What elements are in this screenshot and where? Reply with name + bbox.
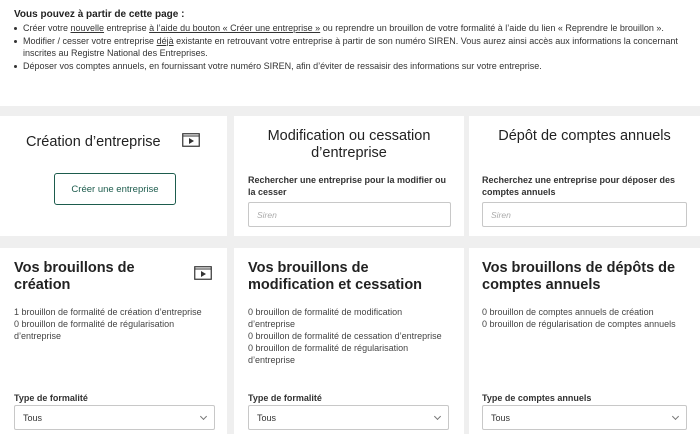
drafts-modification-card [234,248,464,434]
intro-text: existante en retrouvant votre entreprise à partir de son numéro SIREN. Vous aurez ainsi accès aux informations la concernant inscrites au Registre National des Entreprises. [23,35,678,58]
select-value: Tous [23,412,43,423]
drafts-creation-title: Vos brouillons de création [14,260,135,293]
modification-card [234,116,464,236]
drafts-creation-list [14,306,214,342]
drafts-modification-title: Vos brouillons de modification et cessation [248,260,423,293]
draft-count-line: 0 brouillon de formalité de régularisation d’entreprise [248,343,409,365]
intro-section [0,0,700,106]
modification-siren-input[interactable] [248,202,451,227]
intro-text: Déposer vos comptes annuels, en fournissant votre numéro SIREN, afin d’éviter de ressaisir des informations sur votre entreprise. [23,60,542,71]
accounts-type-label: Type de comptes annuels [482,393,592,403]
drafts-deposit-title: Vos brouillons de dépôts de comptes annuels [482,260,676,293]
draft-count-line: 0 brouillon de formalité de régularisation d’entreprise [14,319,175,341]
intro-text: Créer votre [23,23,71,33]
intro-title: Vous pouvez à partir de cette page : [14,9,185,20]
intro-item-deposit [14,60,686,73]
formality-type-label: Type de formalité [14,393,88,403]
video-play-icon[interactable] [182,133,200,152]
intro-list [14,22,686,72]
intro-text-underlined: nouvelle [70,23,105,33]
draft-count-line: 0 brouillon de régularisation de comptes annuels [482,319,676,329]
create-company-button[interactable]: Créer une entreprise [54,173,176,205]
intro-text: entreprise [104,23,150,33]
deposit-search-label: Recherchez une entreprise pour déposer des comptes annuels [482,175,676,197]
chevron-down-icon [672,412,679,419]
formality-type-label: Type de formalité [248,393,322,403]
modification-search-label: Rechercher une entreprise pour la modifier ou la cesser [248,175,447,197]
select-value: Tous [257,412,277,423]
drafts-deposit-list [482,306,682,330]
video-play-icon[interactable] [194,266,212,285]
deposit-title: Dépôt de comptes annuels [498,128,671,144]
deposit-siren-input[interactable] [482,202,687,227]
intro-text-underlined: à l’aide du bouton « Créer une entreprise » [149,23,321,33]
creation-card [0,116,227,236]
chevron-down-icon [200,412,207,419]
drafts-deposit-card [469,248,700,434]
draft-count-line: 0 brouillon de comptes annuels de création [482,307,654,317]
creation-title: Création d’entreprise [26,134,161,150]
formality-type-select[interactable] [248,405,449,430]
drafts-modification-list [248,306,448,366]
intro-text-underlined: déjà [156,35,174,46]
accounts-type-select[interactable] [482,405,687,430]
intro-text: ou reprendre un brouillon de votre formalité à l’aide du lien « Reprendre le brouillon ». [320,23,664,33]
draft-count-line: 0 brouillon de formalité de cessation d’entreprise [248,331,442,341]
chevron-down-icon [434,412,441,419]
deposit-card [469,116,700,236]
drafts-creation-card [0,248,227,434]
select-value: Tous [491,412,511,423]
formality-type-select[interactable] [14,405,215,430]
intro-text: Modifier / cesser votre entreprise [23,35,157,46]
draft-count-line: 0 brouillon de formalité de modification d’entreprise [248,307,403,329]
intro-item-modify [14,35,686,60]
intro-item-create [14,22,686,35]
modification-title: Modification ou cessation d’entreprise [267,128,431,161]
draft-count-line: 1 brouillon de formalité de création d’entreprise [14,307,202,317]
